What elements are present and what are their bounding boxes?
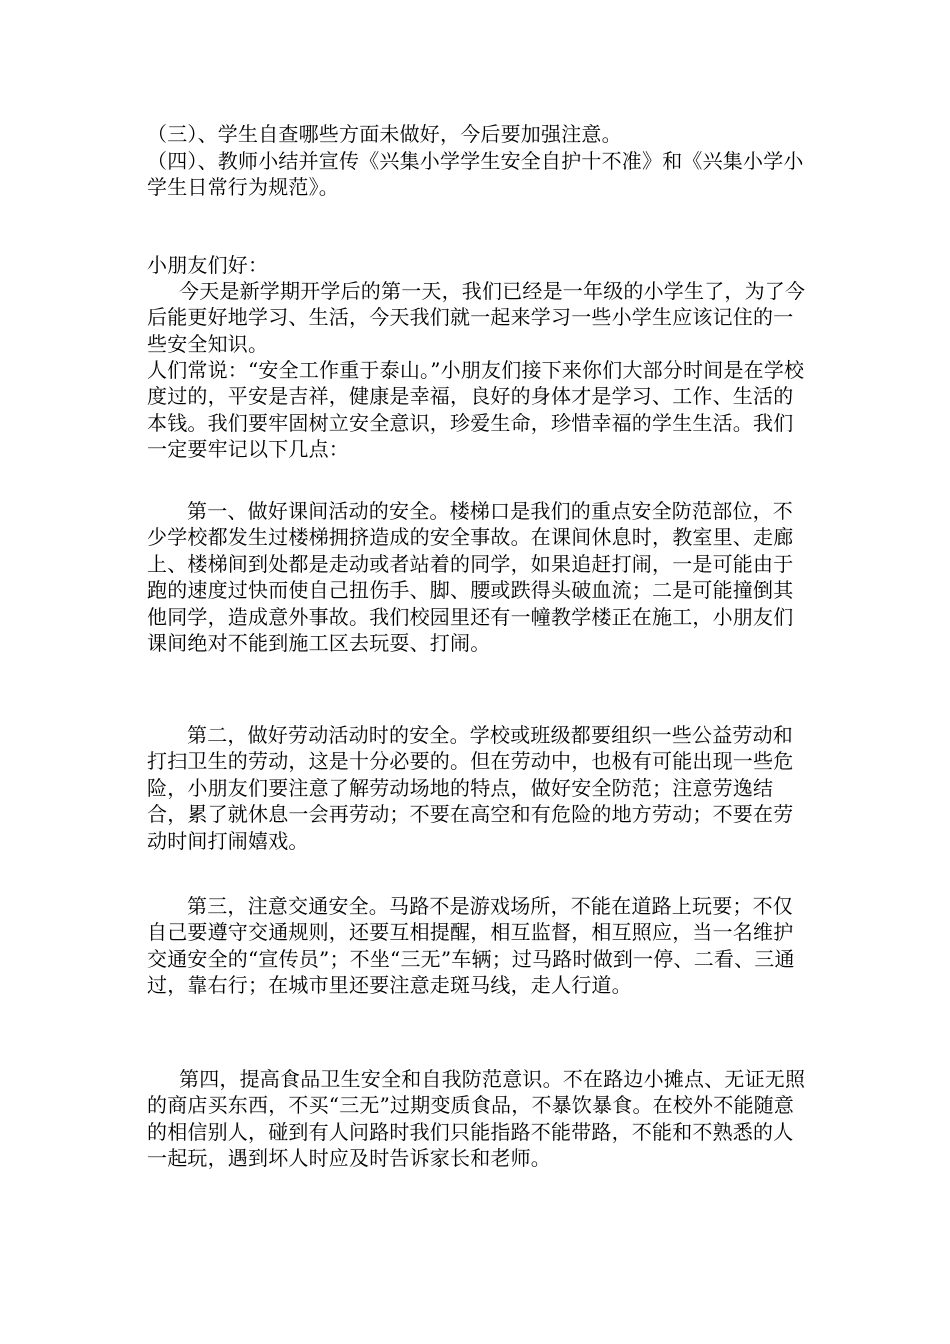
intro-paragraph: 今天是新学期开学后的第一天，我们已经是一年级的小学生了，为了今后能更好地学习、生活，今天我们就一起来学习一些小学生应该记住的一些安全知识。 <box>147 279 806 356</box>
section-item-4: （四）、教师小结并宣传《兴集小学学生安全自护十不准》和《兴集小学小学生日常行为规范》。 <box>147 149 804 200</box>
point-3-paragraph: 第三，注意交通安全。马路不是游戏场所，不能在道路上玩要；不仅自己要遵守交通规则，还要互相提醒，相互监督，相互照应，当一名维护交通安全的“宣传员”；不坐“三无”车辆；过马路时做到一停、二看、三通过，靠右行；在城市里还要注意走斑马线，走人行道。 <box>147 894 795 998</box>
saying-paragraph: 人们常说：“安全工作重于泰山。”小朋友们接下来你们大部分时间是在学校度过的，平安是吉祥，健康是幸福，良好的身体才是学习、工作、生活的本钱。我们要牢固树立安全意识，珍爱生命，珍惜幸福的学生生活。我们一定要牢记以下几点： <box>147 358 805 462</box>
section-item-3: （三）、学生自查哪些方面未做好，今后要加强注意。 <box>147 122 622 146</box>
greeting: 小朋友们好： <box>147 253 269 277</box>
point-2-paragraph: 第二，做好劳动活动时的安全。学校或班级都要组织一些公益劳动和打扫卫生的劳动，这是十分必要的。但在劳动中，也极有可能出现一些危险，小朋友们要注意了解劳动场地的特点，做好安全防范；注意劳逸结合，累了就休息一会再劳动；不要在高空和有危险的地方劳动；不要在劳动时间打闹嬉戏。 <box>147 723 794 853</box>
point-1-paragraph: 第一、做好课间活动的安全。楼梯口是我们的重点安全防范部位，不少学校都发生过楼梯拥挤造成的安全事故。在课间休息时，教室里、走廊上、楼梯间到处都是走动或者站着的同学，如果追赶打闹，一是可能由于跑的速度过快而使自己扭伤手、脚、腰或跌得头破血流；二是可能撞倒其他同学，造成意外事故。我们校园里还有一幢教学楼正在施工，小朋友们课间绝对不能到施工区去玩耍、打闹。 <box>147 499 794 656</box>
point-4-paragraph: 第四，提高食品卫生安全和自我防范意识。不在路边小摊点、无证无照的商店买东西，不买“三无”过期变质食品，不暴饮暴食。在校外不能随意的相信别人，碰到有人问路时我们只能指路不能带路，不能和不熟悉的人一起玩，遇到坏人时应及时告诉家长和老师。 <box>147 1067 806 1171</box>
